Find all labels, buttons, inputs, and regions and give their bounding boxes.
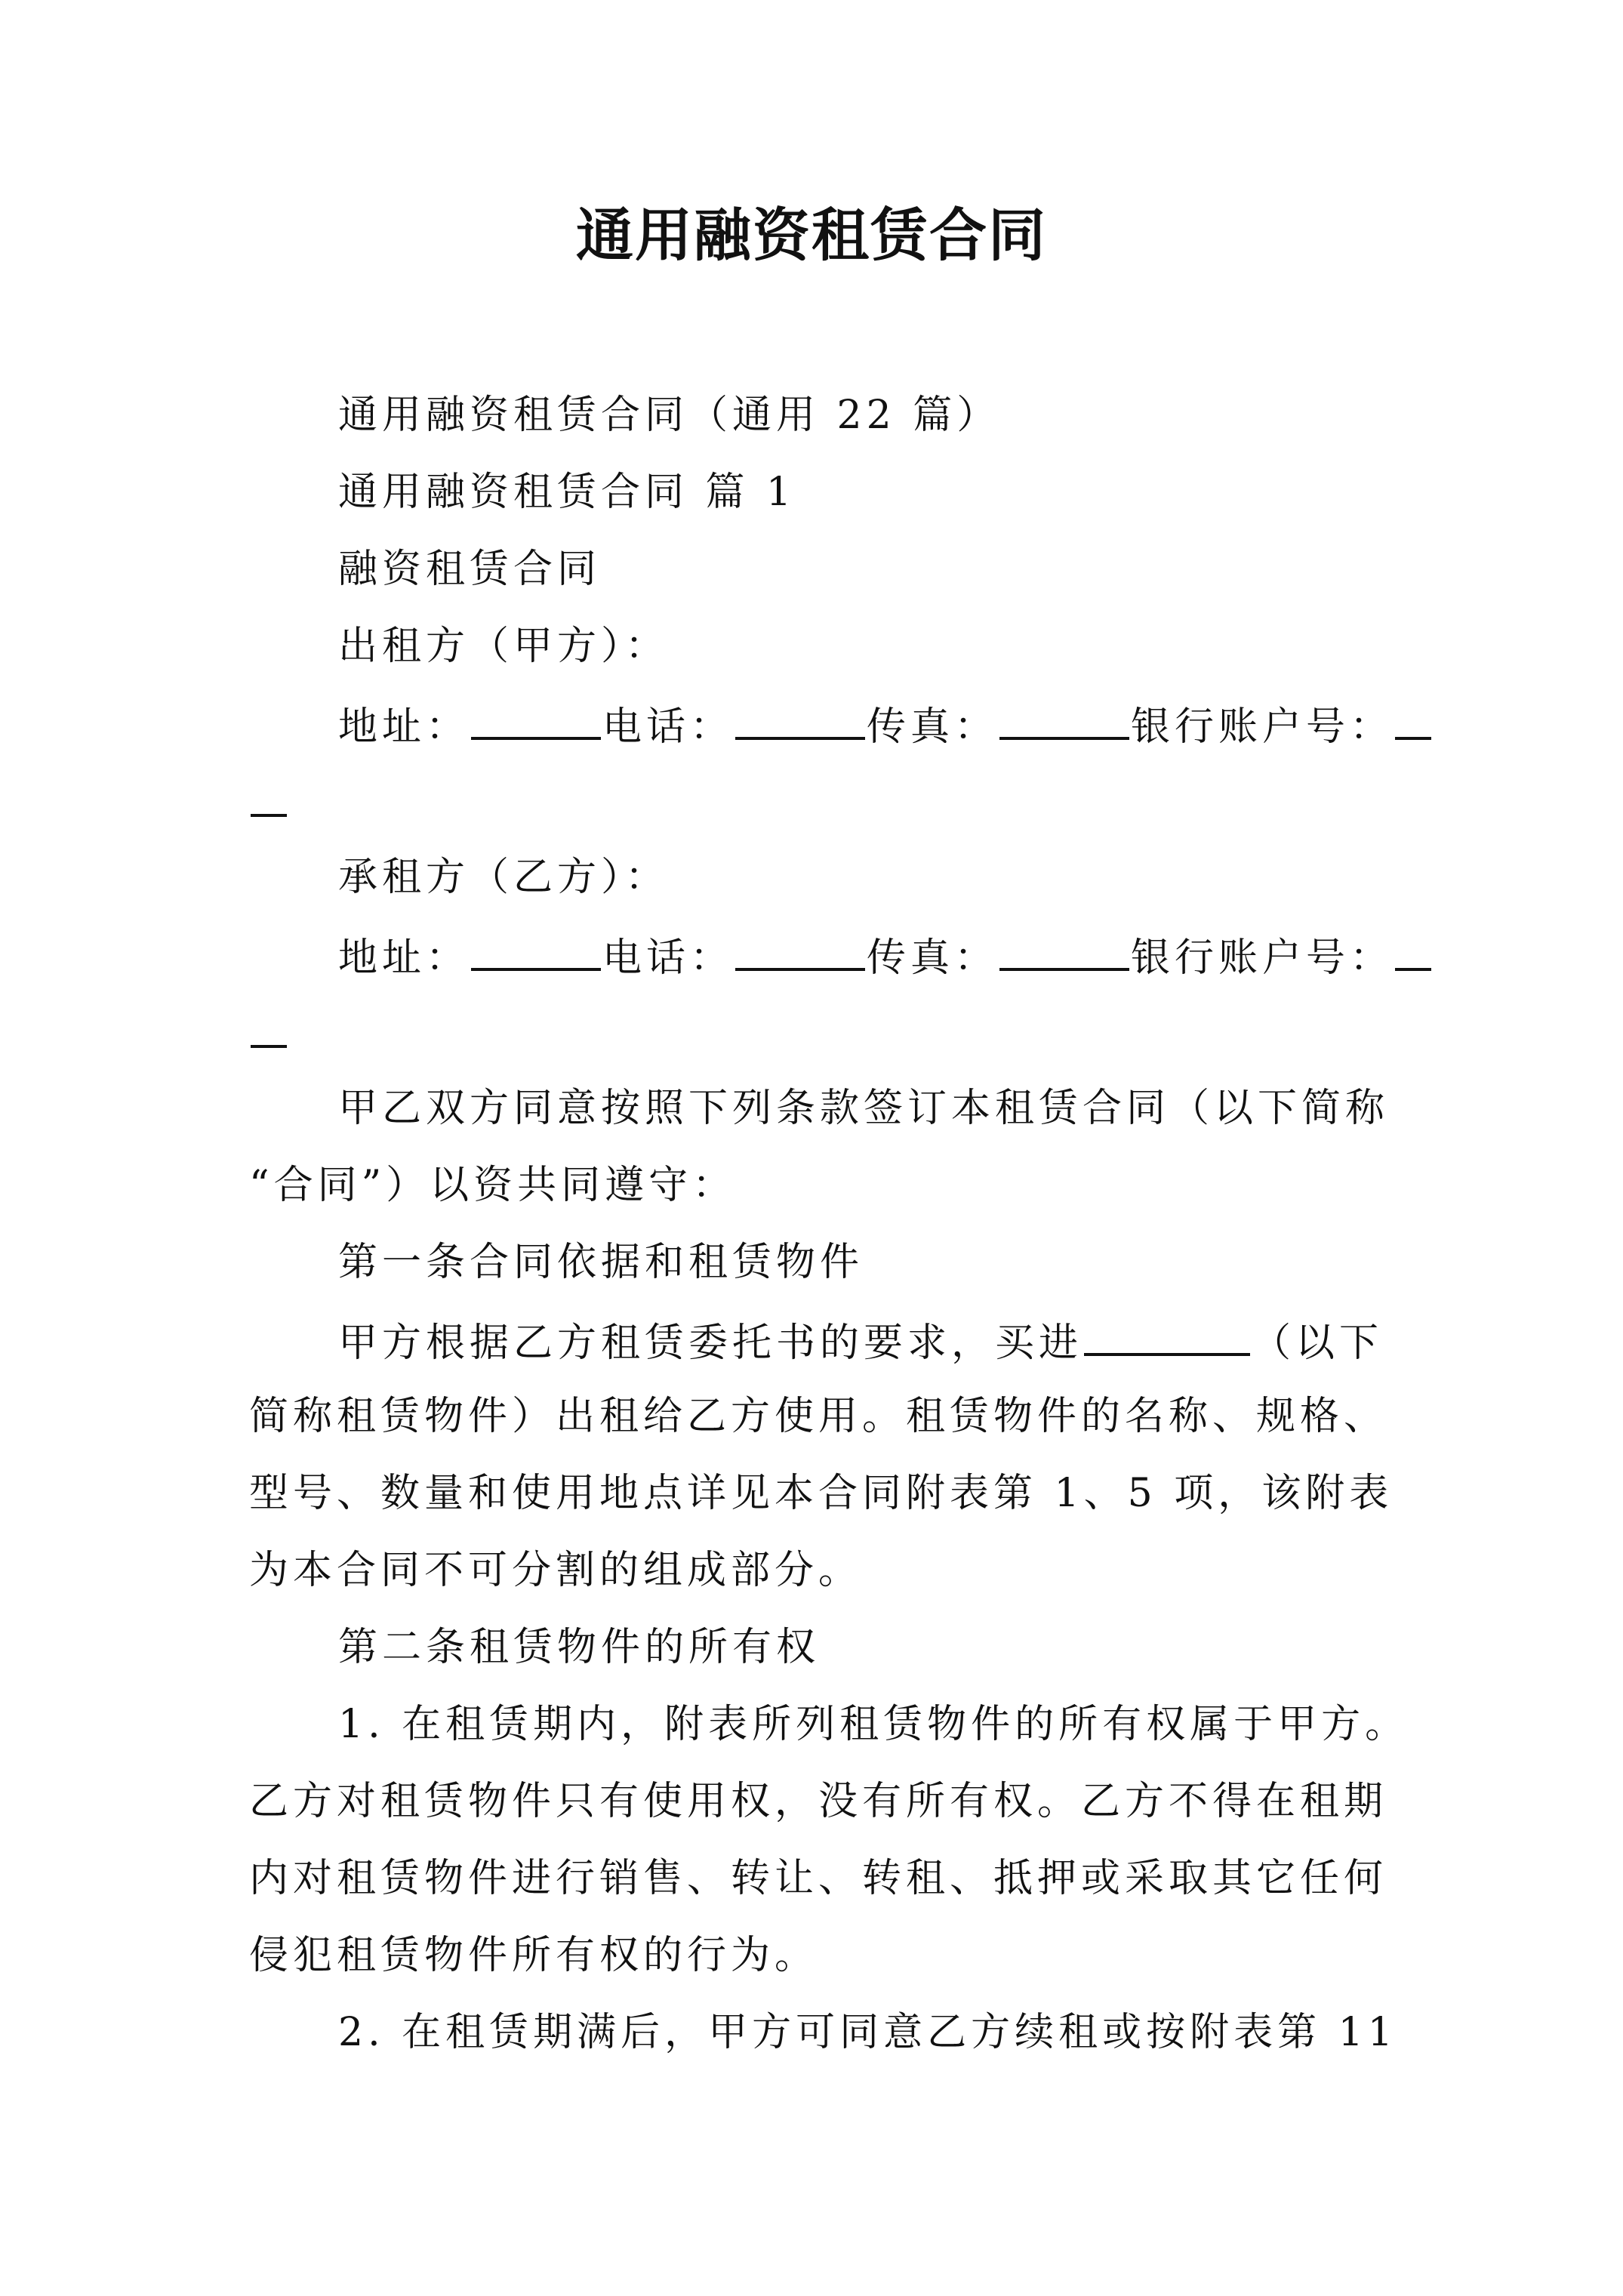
lessee-contact-line <box>338 924 1433 988</box>
contract-name: 融资租赁合同 <box>338 547 602 592</box>
article2-paragraph1-line-2: 乙方对租赁物件只有使用权，没有所有权。乙方不得在租期 <box>249 1779 1388 1824</box>
lessor-fax-blank[interactable] <box>999 693 1129 740</box>
article1-paragraph-line-3: 型号、数量和使用地点详见本合同附表第 1、5 项，该附表 <box>249 1471 1394 1516</box>
lessee-bank-blank-wrap[interactable] <box>251 1001 287 1048</box>
lessor-address-blank[interactable] <box>471 693 601 740</box>
article2-paragraph1-line-3: 内对租赁物件进行销售、转让、转租、抵押或采取其它任何 <box>249 1856 1388 1901</box>
lessee-bank-blank[interactable] <box>1395 924 1431 971</box>
leased-item-blank[interactable] <box>1084 1309 1250 1356</box>
article1-paragraph-line-1 <box>338 1309 1383 1373</box>
article2-title: 第二条租赁物件的所有权 <box>338 1625 821 1670</box>
collection-heading: 通用融资租赁合同（通用 22 篇） <box>338 393 1001 438</box>
lessee-fax-blank[interactable] <box>999 924 1129 971</box>
lessee-address-label: 地址： <box>338 935 470 981</box>
lessee-bank-blank-continued <box>249 1001 288 1065</box>
lessor-bank-blank-wrap[interactable] <box>251 770 287 817</box>
lessee-address-blank[interactable] <box>471 924 601 971</box>
article1-paragraph-line-2: 简称租赁物件）出租给乙方使用。租赁物件的名称、规格、 <box>249 1394 1388 1439</box>
intro-line-2: “合同”）以资共同遵守： <box>249 1163 737 1208</box>
lessee-bank-label: 银行账户号： <box>1131 935 1394 981</box>
lessee-phone-label: 电话： <box>602 935 735 981</box>
lessor-bank-label: 银行账户号： <box>1131 704 1394 750</box>
lessor-label: 出租方（甲方）： <box>338 624 670 669</box>
lessor-fax-label: 传真： <box>867 704 999 750</box>
article1-text-a: 甲方根据乙方租赁委托书的要求，买进 <box>338 1321 1083 1366</box>
article-heading: 通用融资租赁合同 篇 1 <box>338 470 796 515</box>
lessee-label: 承租方（乙方）： <box>338 855 670 900</box>
document-title: 通用融资租赁合同 <box>576 202 1047 269</box>
lessor-bank-blank[interactable] <box>1395 693 1431 740</box>
article1-paragraph-line-4: 为本合同不可分割的组成部分。 <box>249 1548 863 1593</box>
lessor-phone-label: 电话： <box>602 704 735 750</box>
lessor-contact-line <box>338 693 1433 757</box>
lessee-phone-blank[interactable] <box>735 924 865 971</box>
article1-title: 第一条合同依据和租赁物件 <box>338 1240 864 1285</box>
lessee-fax-label: 传真： <box>867 935 999 981</box>
article2-paragraph1-line-1: 1. 在租赁期内，附表所列租赁物件的所有权属于甲方。 <box>338 1702 1409 1747</box>
lessor-bank-blank-continued <box>249 770 288 834</box>
lessor-address-label: 地址： <box>338 704 470 750</box>
article1-text-b: （以下 <box>1252 1321 1384 1366</box>
article2-paragraph2-line-1: 2. 在租赁期满后，甲方可同意乙方续租或按附表第 11 <box>338 2010 1397 2055</box>
intro-line-1: 甲乙双方同意按照下列条款签订本租赁合同（以下简称 <box>338 1086 1390 1131</box>
article2-paragraph1-line-4: 侵犯租赁物件所有权的行为。 <box>249 1933 819 1978</box>
lessor-phone-blank[interactable] <box>735 693 865 740</box>
